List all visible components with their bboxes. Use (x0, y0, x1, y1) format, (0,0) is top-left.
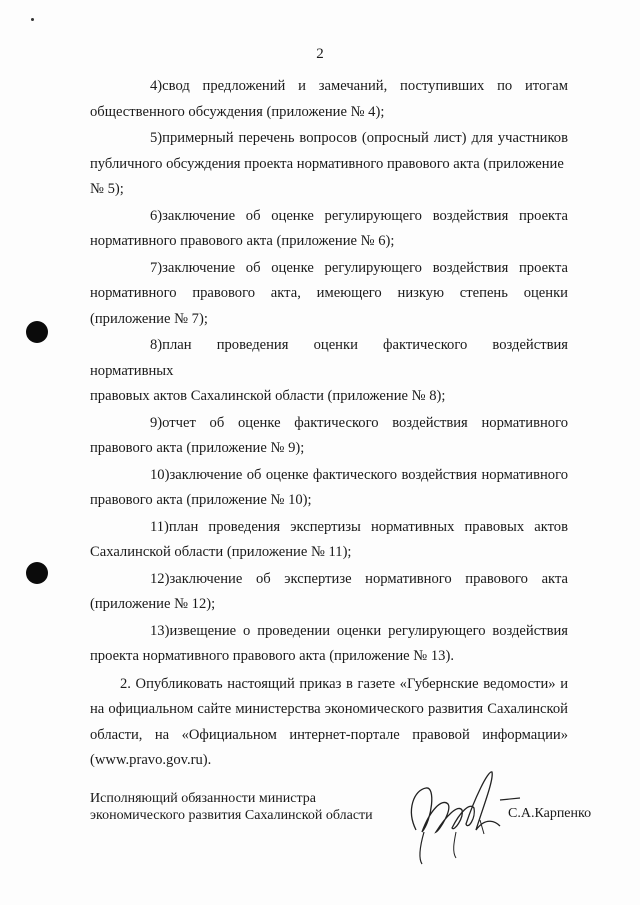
page-number: 2 (316, 46, 324, 62)
item-text: план проведения экспертизы нормативных правовых актов (168, 518, 568, 535)
paragraph-line: области, на «Официальном интернет-портале правовой информации» (90, 726, 568, 743)
list-item (90, 74, 568, 125)
item-number: 5) (150, 130, 163, 146)
item-text: отчет об оценке фактического воздействия нормативного (162, 414, 568, 431)
item-text: план проведения оценки фактического воздействия нормативных (90, 337, 568, 379)
item-text-cont: правового акта (приложение № 9); (90, 440, 305, 456)
signatory-title-line: Исполняющий обязанности министра (90, 791, 316, 806)
item-text-cont: (приложение № 7); (90, 310, 208, 327)
paragraph-line: 2. Опубликовать настоящий приказ в газете «Губернские ведомости» и (120, 675, 568, 692)
item-text-mid: нормативного правового акта, имеющего низкую степень оценки (90, 285, 568, 301)
signatory-title-line: экономического развития Сахалинской области (90, 808, 373, 823)
list-item (90, 619, 568, 670)
item-text-cont: (приложение № 12); (90, 596, 216, 612)
list-item (90, 204, 568, 255)
item-text-cont: правового акта (приложение № 10); (90, 492, 312, 508)
item-text: заключение об оценке регулирующего воздействия проекта (162, 259, 568, 276)
item-text-cont: нормативного правового акта (приложение № 6); (90, 233, 395, 249)
item-number: 6) (150, 207, 163, 224)
list-item (90, 411, 568, 462)
item-text: свод предложений и замечаний, поступивших по итогам (162, 78, 568, 94)
item-number: 8) (150, 337, 163, 353)
item-number: 11) (150, 518, 169, 535)
signatory-name: С.А.Карпенко (508, 806, 592, 821)
list-item (90, 515, 568, 566)
document-body (90, 74, 568, 774)
item-text: заключение об экспертизе нормативного правового акта (169, 570, 568, 587)
paragraph-line: на официальном сайте министерства экономического развития Сахалинской (90, 701, 568, 717)
item-text-cont: правовых актов Сахалинской области (приложение № 8); (90, 388, 446, 404)
item-text: заключение об оценке фактического воздействия нормативного (169, 466, 568, 483)
list-item (90, 567, 568, 618)
item-number: 10) (150, 466, 170, 483)
item-number: 13) (150, 622, 170, 639)
list-item (90, 126, 568, 203)
item-text: извещение о проведении оценки регулирующего воздействия (169, 622, 568, 639)
item-number: 9) (150, 414, 163, 431)
item-text: примерный перечень вопросов (опросный лист) для участников (162, 130, 568, 146)
punch-hole-upper (26, 321, 48, 343)
list-item (90, 256, 568, 333)
item-text-cont: проекта нормативного правового акта (приложение № 13). (90, 648, 454, 664)
list-item (90, 463, 568, 514)
item-text-cont: Сахалинской области (приложение № 11); (90, 544, 352, 560)
scan-speck (31, 18, 34, 21)
item-number: 4) (150, 78, 163, 94)
item-text-cont: общественного обсуждения (приложение № 4); (90, 103, 385, 120)
punch-hole-lower (26, 562, 48, 584)
item-text-cont: публичного обсуждения проекта нормативного правового акта (приложение № 5); (90, 155, 564, 197)
publication-paragraph (90, 672, 568, 774)
paragraph-line: (www.pravo.gov.ru). (90, 752, 212, 768)
item-number: 7) (150, 259, 163, 276)
list-item (90, 333, 568, 410)
item-text: заключение об оценке регулирующего воздействия проекта (162, 207, 568, 224)
handwritten-signature (396, 760, 526, 870)
item-number: 12) (150, 570, 170, 587)
